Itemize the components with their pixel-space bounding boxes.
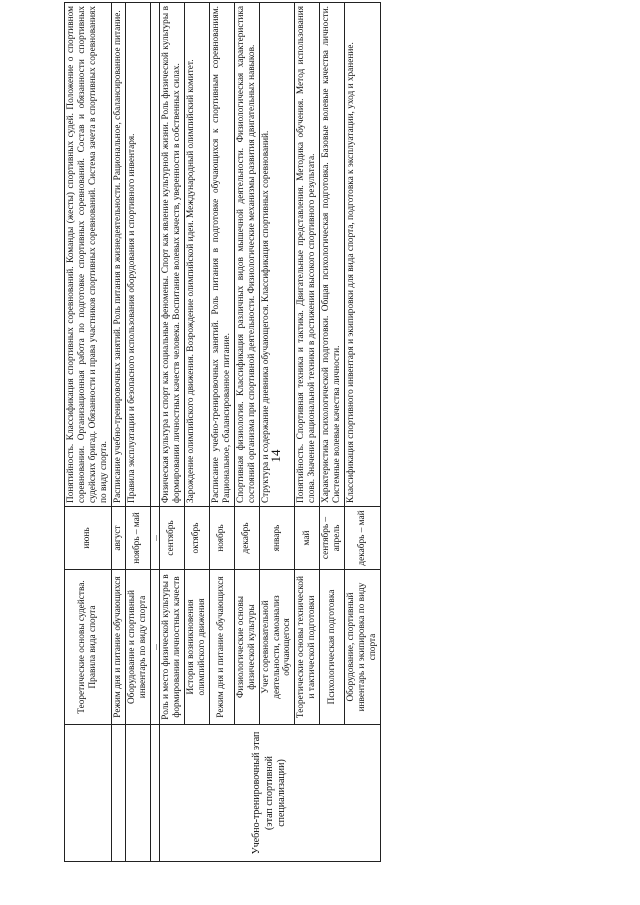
rotated-table-wrapper [64,2,562,862]
month-cell: май [295,507,320,570]
table-row [111,3,125,862]
gap-cell: ... [150,507,159,570]
gap-cell [150,725,159,862]
topic-cell: Роль и место физической культуры в формировании личностных качеств [159,570,184,725]
month-cell: июнь [65,507,112,570]
topic-cell: Физиологические основы физической культуры [234,570,259,725]
table-row [159,3,184,862]
month-cell: август [111,507,125,570]
topic-cell: Режим дня и питание обучающихся [209,570,234,725]
topic-cell: Оборудование и спортивный инвентарь по виду спорта [125,570,150,725]
content-cell: Характеристика психологической подготовки. Общая психологическая подготовка. Базовые волевые качества личности. Системные волевые качества личности. [320,3,345,507]
stage-cell-top [125,725,150,862]
topic-cell: Теоретические основы технической и тактической подготовки [295,570,320,725]
month-cell: январь [259,507,295,570]
month-cell: ноябрь – май [125,507,150,570]
content-cell: Расписание учебно-тренировочных занятий. Роль питания в подготовке обучающихся к спортивным соревнованиям. Рациональное, сбалансированное питание. [209,3,234,507]
table-row [125,3,150,862]
content-cell: Физическая культура и спорт как социальные феномены. Спорт как явление культурной жизни. Роль физической культуры в формировании личностных качеств человека. Воспитание волевых качеств, уверенности в собственных силах. [159,3,184,507]
content-cell: Понятийность. Спортивная техника и тактика. Двигательные представления. Методика обучения. Метод использования слова. Значение рациональной техники в достижении высокого спортивного результата. [295,3,320,507]
gap-row [150,3,159,862]
month-cell: ноябрь [209,507,234,570]
content-cell: Правила эксплуатации и безопасного использования оборудования и спортивного инвентаря. [125,3,150,507]
stage-cell-top [111,725,125,862]
stage-cell-top [65,725,112,862]
content-cell: Расписание учебно-тренировочных занятий. Роль питания в жизнедеятельности. Рациональное, сбалансированное питание. [111,3,125,507]
gap-cell [150,3,159,507]
topic-cell: Психологическая подготовка [320,570,345,725]
gap-cell: ... [150,570,159,725]
content-cell: Спортивная физиология. Классификация различных видов мышечной деятельности. Физиологическая характеристика состояний организма при спортивной деятельности. Физиологические механизмы развития двигательных навыков. [234,3,259,507]
topic-cell: Режим дня и питание обучающихся [111,570,125,725]
topic-cell: Теоретические основы судейства. Правила вида спорта [65,570,112,725]
month-cell: сентябрь [159,507,184,570]
content-cell: Классификация спортивного инвентаря и экипировки для вида спорта, подготовка к эксплуатации, уход и хранение. [345,3,381,507]
month-cell: декабрь – май [345,507,381,570]
month-cell: сентябрь – апрель [320,507,345,570]
content-cell: Зарождение олимпийского движения. Возрождение олимпийской идеи. Международный олимпийский комитет. [184,3,209,507]
page-number: 14 [268,449,283,463]
content-cell: Понятийность. Классификация спортивных соревнований. Команды (жесты) спортивных судей. Положение о спортивном соревновании. Организационная работа по подготовке спортивных соревнований. Состав и обязанности спортивных судейских бригад. Обязанности и права участников спортивных соревнований. Система зачета в спортивных соревнованиях по виду спорта. [65,3,112,507]
table-row [65,3,112,862]
month-cell: декабрь [234,507,259,570]
content-cell: Структура и содержание дневника обучающегося. Классификация спортивных соревнований. [259,3,295,507]
stage-label: Учебно-тренировочный этап (этап спортивной специализации) [159,725,380,862]
topic-cell: Учет соревновательной деятельности, самоанализ обучающегося [259,570,295,725]
curriculum-table [64,2,381,862]
topic-cell: Оборудование, спортивный инвентарь и экипировка по виду спорта [345,570,381,725]
month-cell: октябрь [184,507,209,570]
topic-cell: История возникновения олимпийского движения [184,570,209,725]
